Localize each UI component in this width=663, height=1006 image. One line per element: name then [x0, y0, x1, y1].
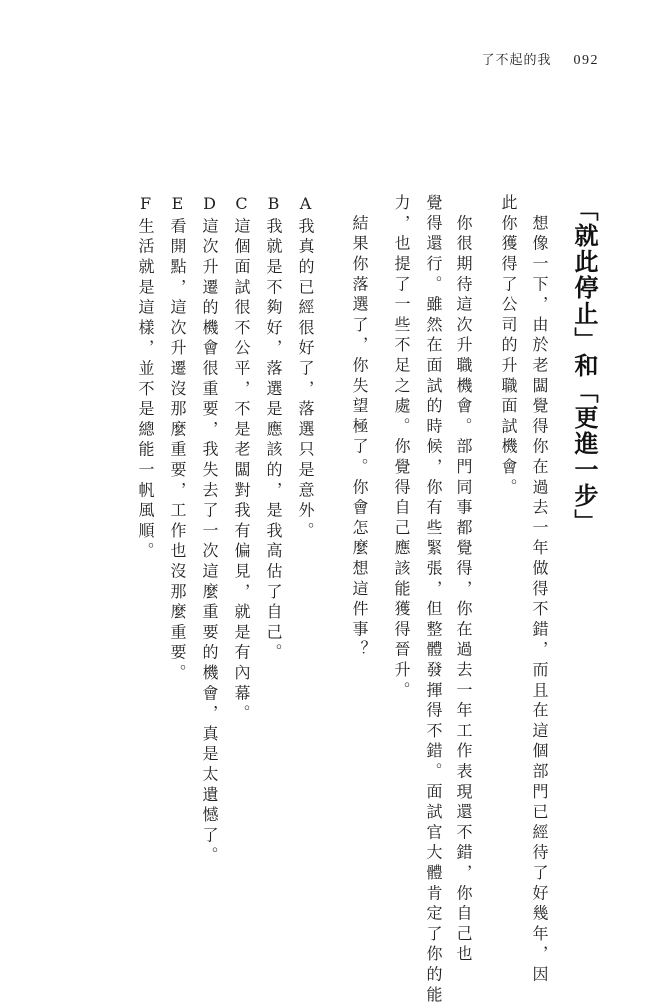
option-f: F生活就是這樣，並不是總能一帆風順。 [136, 194, 155, 563]
section-title: 「就此停止」和「更進一步」 [570, 197, 598, 535]
option-a: A我真的已經很好了，落選只是意外。 [296, 194, 315, 543]
body-line: 想像一下，由於老闆覺得你在過去一年做得不錯，而且在這個部門已經待了好幾年，因 [530, 194, 549, 986]
option-c: C這個面試很不公平，不是老闆對我有偏見，就是有內幕。 [232, 194, 251, 725]
running-header [481, 49, 599, 69]
body-line: 覺得還行。雖然在面試的時候，你有些緊張，但整體發揮得不錯。面試官大體肯定了你的能 [424, 194, 443, 1006]
option-b: B我就是不夠好，落選是應該的，是我高估了自己。 [264, 194, 283, 664]
option-d: D這次升遷的機會很重要，我失去了一次這麼重要的機會，真是太遺憾了。 [200, 194, 219, 867]
page-number: 092 [573, 53, 599, 68]
body-line: 你很期待這次升職機會。部門同事都覺得，你在過去一年工作表現還不錯，你自己也 [454, 194, 473, 966]
body-line: 此你獲得了公司的升職面試機會。 [499, 194, 518, 499]
body-line: 力，也提了一些不足之處。你覺得自己應該能獲得晉升。 [392, 194, 411, 702]
option-e: E看開點，這次升遷沒那麼重要，工作也沒那麼重要。 [168, 194, 187, 685]
book-title: 了不起的我 [481, 53, 552, 68]
body-line: 結果你落選了，你失望極了。你會怎麼想這件事？ [350, 194, 369, 661]
